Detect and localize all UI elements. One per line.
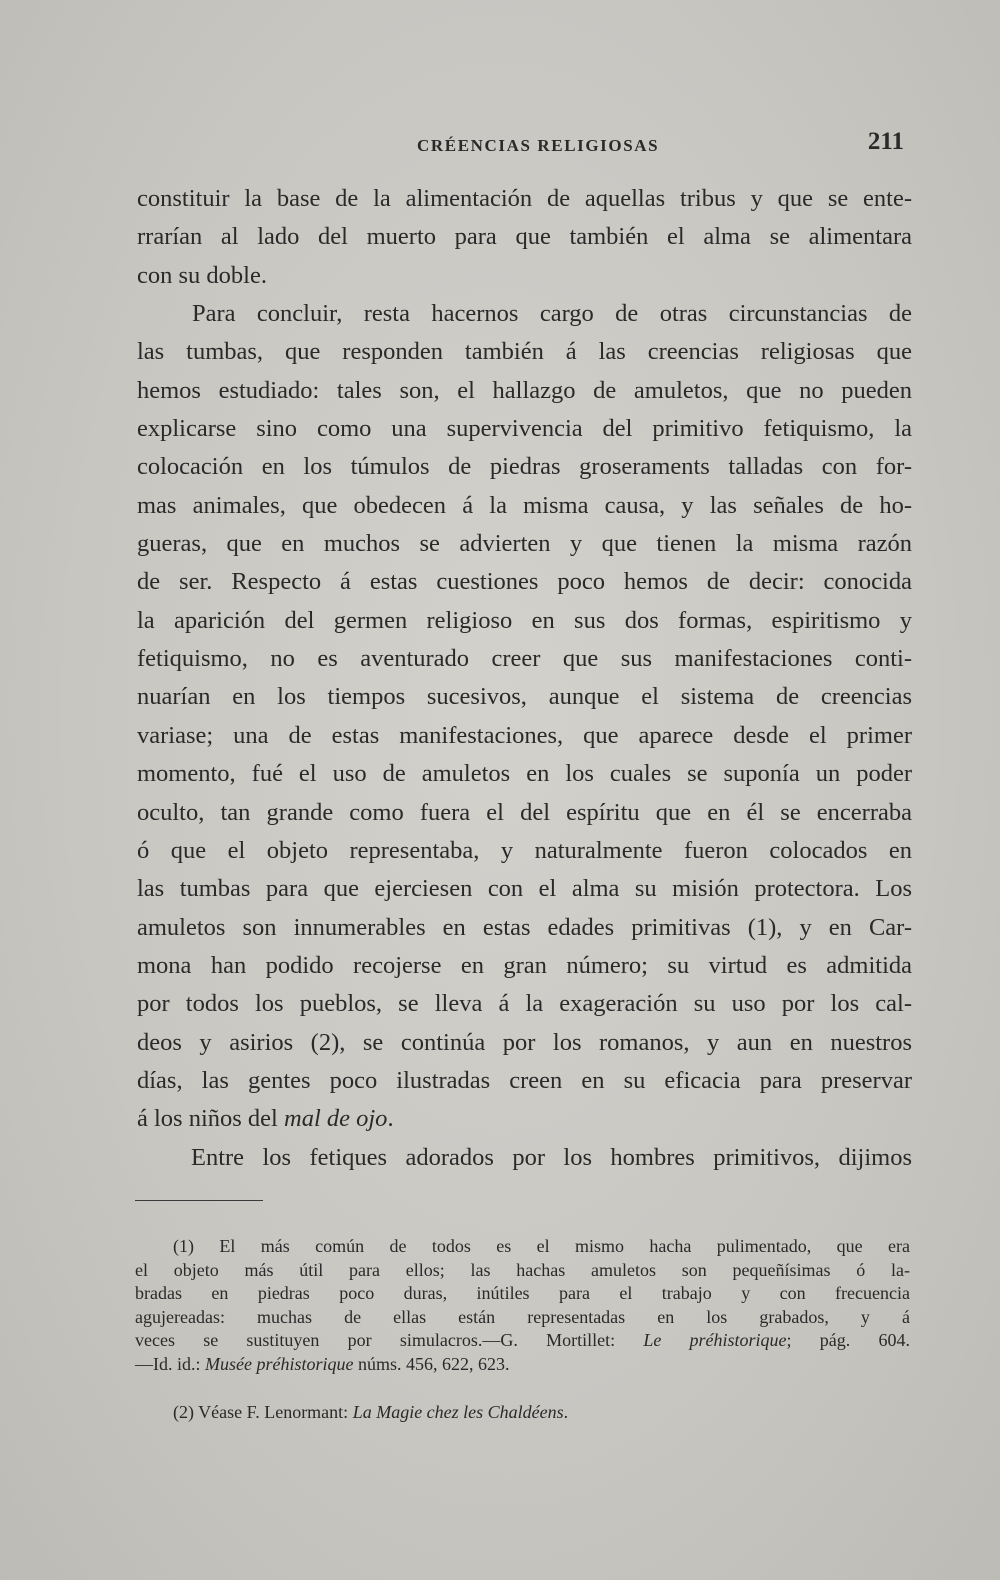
text-fragment: núms. 456, 622, 623. [353, 1353, 510, 1374]
text-fragment: . [387, 1105, 394, 1133]
text-fragment: ; pág. 604. [786, 1330, 910, 1351]
text-line: gueras, que en muchos se advierten y que tienen la misma razón [137, 530, 912, 558]
running-head-title: CRÉENCIAS RELIGIOSAS [417, 136, 660, 155]
text-line: las tumbas para que ejerciesen con el alma su misión protectora. Los [137, 875, 912, 903]
text-line: oculto, tan grande como fuera el del espíritu que en él se encerraba [137, 798, 912, 826]
footnote-line [135, 1329, 910, 1353]
italic-title: La Magie chez les Chaldéens [352, 1401, 564, 1422]
text-line: explicarse sino como una supervivencia del primitivo fetiquismo, la [137, 415, 912, 443]
footnote-line: agujereadas: muchas de ellas están representadas en los grabados, y á [135, 1306, 910, 1327]
page-number: 211 [867, 128, 904, 155]
text-fragment: á los niños del [137, 1105, 284, 1133]
text-line: hemos estudiado: tales son, el hallazgo de amuletos, que no pueden [137, 376, 912, 404]
text-line: variase; una de estas manifestaciones, que aparece desde el primer [137, 721, 912, 749]
text-line [137, 1100, 912, 1138]
text-line: constituir la base de la alimentación de aquellas tribus y que se ente- [137, 185, 912, 212]
footnote-line: el objeto más útil para ellos; las hachas amuletos son pequeñísimas ó la- [135, 1259, 910, 1280]
text-line: días, las gentes poco ilustradas creen en su eficacia para preservar [137, 1066, 912, 1094]
text-line: amuletos son innumerables en estas edades primitivas (1), y en Car- [137, 913, 912, 941]
body-text [137, 180, 912, 1177]
paragraph-start-line: Entre los fetiques adorados por los hombres primitivos, dijimos [191, 1143, 912, 1171]
text-line: la aparición del germen religioso en sus dos formas, espiritismo y [137, 606, 912, 634]
footnote-line [135, 1401, 910, 1425]
text-fragment: (2) Véase F. Lenormant: [173, 1401, 353, 1422]
text-line: con su doble. [137, 261, 267, 289]
text-fragment: . [563, 1401, 569, 1422]
footnote-line: bradas en piedras poco duras, inútiles para el trabajo y con frecuencia [135, 1283, 910, 1304]
text-line: nuarían en los tiempos sucesivos, aunque el sistema de creencias [137, 683, 912, 711]
text-line: deos y asirios (2), se continúa por los romanos, y aun en nuestros [137, 1028, 912, 1056]
text-line: momento, fué el uso de amuletos en los cuales se suponía un poder [137, 760, 912, 788]
italic-title: Le préhistorique [643, 1330, 787, 1351]
footnotes [135, 1235, 910, 1424]
text-fragment: veces se sustituyen por simulacros.—G. Mortillet: [135, 1330, 644, 1351]
italic-phrase: mal de ojo [284, 1105, 388, 1133]
italic-title: Musée préhistorique [205, 1353, 354, 1374]
running-head [135, 128, 910, 162]
text-line: mona han podido recojerse en gran número; su virtud es admitida [137, 951, 912, 979]
text-line: de ser. Respecto á estas cuestiones poco hemos de decir: conocida [137, 568, 912, 596]
text-line: por todos los pueblos, se lleva á la exageración su uso por los cal- [137, 990, 912, 1018]
text-line: ó que el objeto representaba, y naturalmente fueron colocados en [137, 836, 912, 864]
text-line: las tumbas, que responden también á las creencias religiosas que [137, 338, 912, 366]
footnote-rule [135, 1200, 263, 1201]
text-line: fetiquismo, no es aventurado creer que sus manifestaciones conti- [137, 645, 912, 673]
paragraph-start-line: Para concluir, resta hacernos cargo de otras circunstancias de [192, 300, 912, 328]
footnote-gap [135, 1377, 910, 1401]
text-line: colocación en los túmulos de piedras groseraments talladas con for- [137, 453, 912, 481]
footnote-line: (1) El más común de todos es el mismo hacha pulimentado, que era [173, 1236, 910, 1256]
footnote-line [135, 1353, 910, 1377]
text-fragment: —Id. id.: [135, 1353, 205, 1374]
text-line: mas animales, que obedecen á la misma causa, y las señales de ho- [137, 491, 912, 519]
text-line: rrarían al lado del muerto para que también el alma se alimentara [137, 223, 912, 251]
